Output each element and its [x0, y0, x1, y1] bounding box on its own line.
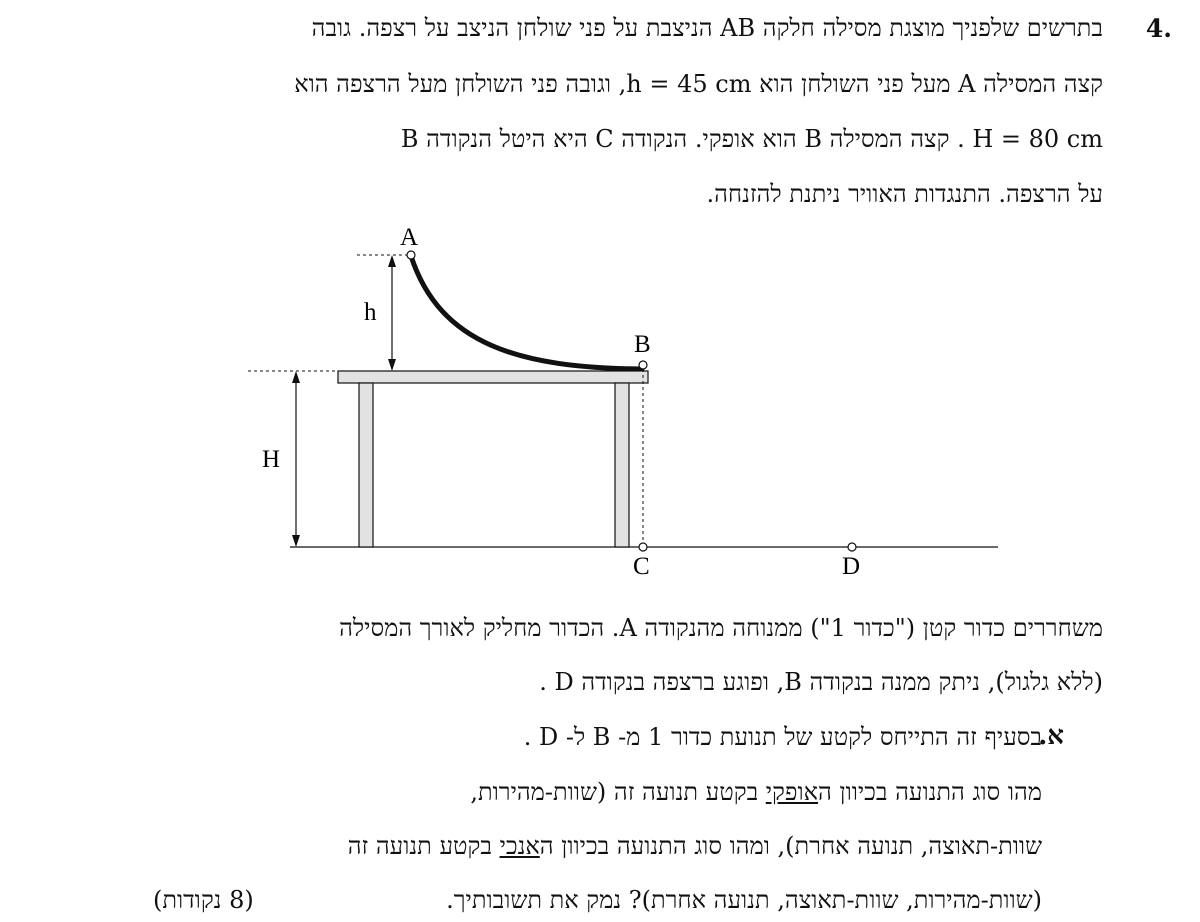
points-label: (8 נקודות): [153, 886, 254, 914]
label-a: A: [400, 224, 419, 251]
subquestion-line-4: (שוות-מהירות, שוות-תאוצה, תנועה אחרת)? נמק את תשובותיך.: [446, 886, 1042, 914]
point-d-marker: [848, 543, 856, 551]
subquestion-line-1: בסעיף זה התייחס לקטע של תנועת כדור 1 מ- B ל- D .: [523, 723, 1042, 751]
underlined-horizontal: אופקי: [765, 778, 819, 806]
track-curve: [411, 256, 642, 369]
release-line-2: (ללא גלגול), ניתק ממנה בנקודה B, ופוגע ברצפה בנקודה D .: [539, 668, 1103, 696]
label-b: B: [634, 331, 651, 358]
subquestion-line-2: [470, 778, 1042, 807]
label-d: D: [842, 553, 861, 580]
label-c: C: [633, 553, 650, 580]
intro-line-2: קצה המסילה A מעל פני השולחן הוא h = 45 cm, וגובה פני השולחן מעל הרצפה הוא: [294, 70, 1103, 98]
h-arrow-head-top: [388, 255, 396, 267]
question-number: 4.: [1145, 14, 1172, 43]
intro-line-3: H = 80 cm . קצה המסילה B הוא אופקי. הנקודה C היא היטל הנקודה B: [400, 125, 1103, 153]
table-leg-right: [615, 383, 629, 547]
line2-after: בקטע תנועה זה (שוות-מהירות,: [470, 778, 766, 806]
table-top: [338, 371, 648, 383]
subquestion-line-3: [348, 832, 1042, 861]
intro-line-1: בתרשים שלפניך מוצגת מסילה חלקה AB הניצבת על פני שולחן הניצב על רצפה. גובה: [311, 14, 1103, 42]
H-arrow-head-bottom: [292, 535, 300, 547]
intro-line-4: על הרצפה. התנגדות האוויר ניתנת להזנחה.: [706, 180, 1103, 208]
line2-before: מהו סוג התנועה בכיוון ה: [818, 778, 1042, 806]
label-H-big: H: [262, 446, 281, 473]
point-c-marker: [639, 543, 647, 551]
line3-before: שוות-תאוצה, תנועה אחרת), ומהו סוג התנועה בכיוון ה: [539, 832, 1042, 860]
point-b-marker: [639, 361, 647, 369]
label-h-small: h: [364, 299, 377, 326]
point-a-marker: [407, 251, 415, 259]
H-arrow-head-top: [292, 371, 300, 383]
underlined-vertical: אנכי: [499, 832, 540, 860]
h-arrow-head-bottom: [388, 359, 396, 371]
subquestion-letter: א.: [1038, 721, 1064, 751]
line3-after: בקטע תנועה זה: [347, 832, 500, 860]
table-leg-left: [359, 383, 373, 547]
release-line-1: משחררים כדור קטן ("כדור 1") ממנוחה מהנקודה A. הכדור מחליק לאורך המסילה: [339, 614, 1103, 642]
